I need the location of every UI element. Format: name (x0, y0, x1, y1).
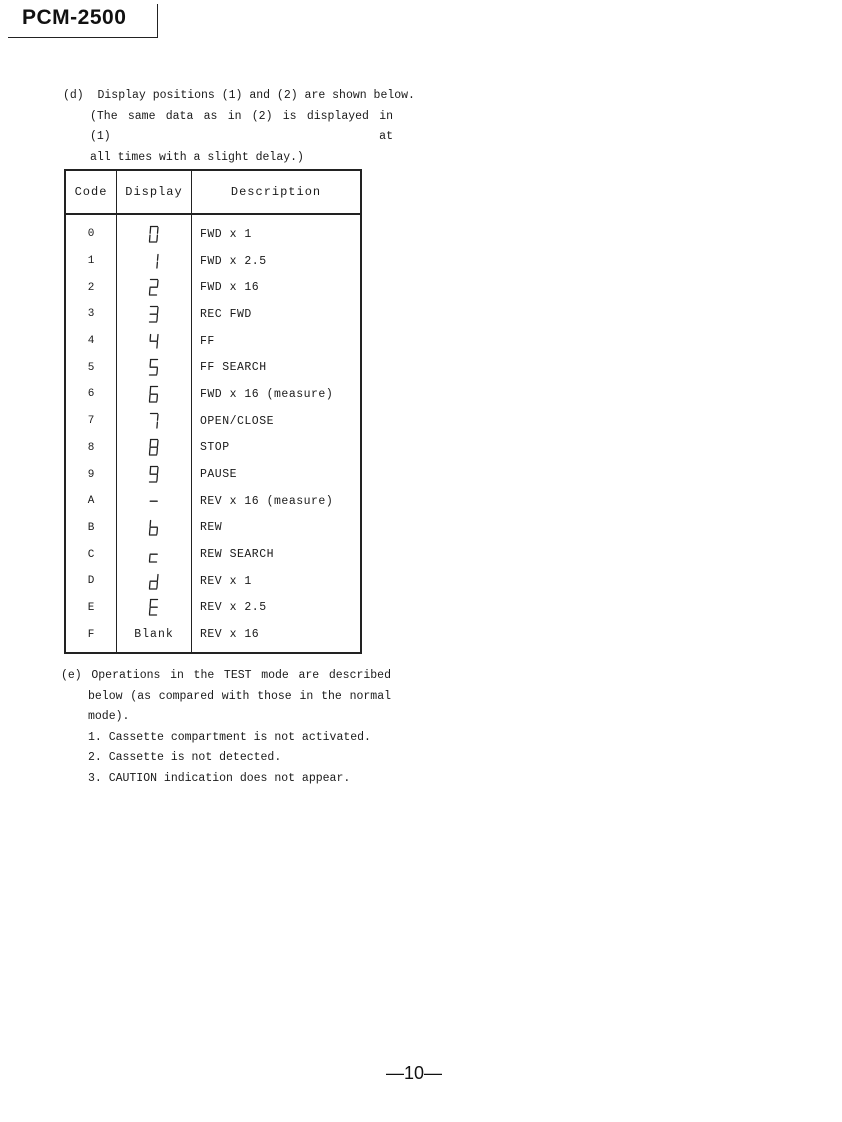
display-cell (117, 381, 192, 408)
seven-segment-glyph-icon (147, 598, 161, 617)
table-row (65, 248, 361, 275)
code-cell: 0 (87, 228, 95, 241)
seven-segment-glyph-icon (147, 305, 161, 324)
table-body (65, 214, 361, 653)
table-row (65, 328, 361, 355)
section-e-list-item: 3. CAUTION indication does not appear. (88, 771, 351, 785)
description-cell: REV x 16 (192, 621, 362, 653)
header-vertical-rule (157, 4, 158, 38)
display-text: Blank (134, 628, 174, 642)
display-cell (117, 354, 192, 381)
table-row (65, 595, 361, 622)
seven-segment-glyph-icon (147, 518, 161, 537)
section-e-list-item: 2. Cassette is not detected. (88, 751, 282, 764)
code-cell: 8 (87, 441, 95, 454)
header-description: Description (192, 170, 362, 214)
display-cell (117, 301, 192, 328)
header-code: Code (65, 170, 117, 214)
display-cell (117, 568, 192, 595)
description-cell: FWD x 1 (192, 214, 362, 248)
description-cell: FWD x 16 (measure) (192, 381, 362, 408)
seven-segment-glyph-icon (147, 572, 161, 591)
display-cell (117, 541, 192, 568)
code-cell: 1 (87, 255, 95, 268)
seven-segment-glyph-icon (147, 438, 161, 457)
description-cell: FWD x 2.5 (192, 248, 362, 275)
section-e-text (61, 666, 391, 789)
section-e-list-item: 1. Cassette compartment is not activated. (88, 730, 371, 744)
section-e-line: (e) Operations in the TEST mode are described (61, 669, 391, 682)
display-cell (117, 461, 192, 488)
section-e-line: below (as compared with those in the normal (88, 689, 391, 703)
table-row (65, 408, 361, 435)
display-cell (117, 621, 192, 653)
description-cell: REV x 1 (192, 568, 362, 595)
description-cell: FWD x 16 (192, 274, 362, 301)
display-cell (117, 214, 192, 248)
table-row (65, 274, 361, 301)
seven-segment-glyph-icon (147, 332, 161, 351)
code-cell: 9 (87, 468, 95, 481)
page-header-title: PCM-2500 (22, 6, 127, 29)
code-display-table (64, 169, 362, 654)
section-d-line: (The same data as in (2) is displayed in (1) at (90, 109, 393, 143)
display-cell (117, 515, 192, 542)
table-row (65, 488, 361, 515)
table-row (65, 541, 361, 568)
description-cell: REV x 16 (measure) (192, 488, 362, 515)
description-cell: FF (192, 328, 362, 355)
code-cell: 7 (87, 415, 95, 428)
table-row (65, 381, 361, 408)
seven-segment-glyph-icon (147, 492, 161, 511)
code-cell: A (87, 495, 95, 508)
seven-segment-glyph-icon (147, 278, 161, 297)
table-row (65, 515, 361, 542)
section-d-text (63, 86, 415, 168)
seven-segment-glyph-icon (147, 252, 161, 271)
description-cell: STOP (192, 435, 362, 462)
code-cell: 3 (87, 308, 95, 321)
section-d-line: (d) Display positions (1) and (2) are shown below. (63, 89, 415, 102)
code-cell: 5 (87, 361, 95, 374)
code-cell: 4 (87, 335, 95, 348)
section-e-line: mode). (88, 710, 130, 723)
table-row (65, 301, 361, 328)
display-cell (117, 274, 192, 301)
table-row (65, 621, 361, 653)
display-cell (117, 248, 192, 275)
code-cell: 6 (87, 388, 95, 401)
display-cell (117, 435, 192, 462)
table-row (65, 354, 361, 381)
code-cell: D (87, 575, 95, 588)
code-cell: 2 (87, 281, 95, 294)
seven-segment-glyph-icon (147, 225, 161, 244)
seven-segment-glyph-icon (147, 385, 161, 404)
seven-segment-glyph-icon (147, 412, 161, 431)
code-cell: C (87, 548, 95, 561)
description-cell: OPEN/CLOSE (192, 408, 362, 435)
header-underline (8, 37, 158, 38)
code-cell: F (87, 628, 95, 641)
seven-segment-glyph-icon (147, 545, 161, 564)
description-cell: PAUSE (192, 461, 362, 488)
table-row (65, 461, 361, 488)
display-cell (117, 408, 192, 435)
page-number: —10— (386, 1063, 443, 1083)
code-cell: B (87, 521, 95, 534)
description-cell: REW (192, 515, 362, 542)
code-cell: E (87, 601, 95, 614)
description-cell: REC FWD (192, 301, 362, 328)
display-cell (117, 488, 192, 515)
section-d-line: all times with a slight delay.) (90, 150, 304, 164)
display-cell (117, 595, 192, 622)
seven-segment-glyph-icon (147, 465, 161, 484)
table-row (65, 435, 361, 462)
table-row (65, 568, 361, 595)
display-cell (117, 328, 192, 355)
description-cell: REV x 2.5 (192, 595, 362, 622)
table-row (65, 214, 361, 248)
seven-segment-glyph-icon (147, 358, 161, 377)
description-cell: REW SEARCH (192, 541, 362, 568)
header-display: Display (117, 170, 192, 214)
description-cell: FF SEARCH (192, 354, 362, 381)
